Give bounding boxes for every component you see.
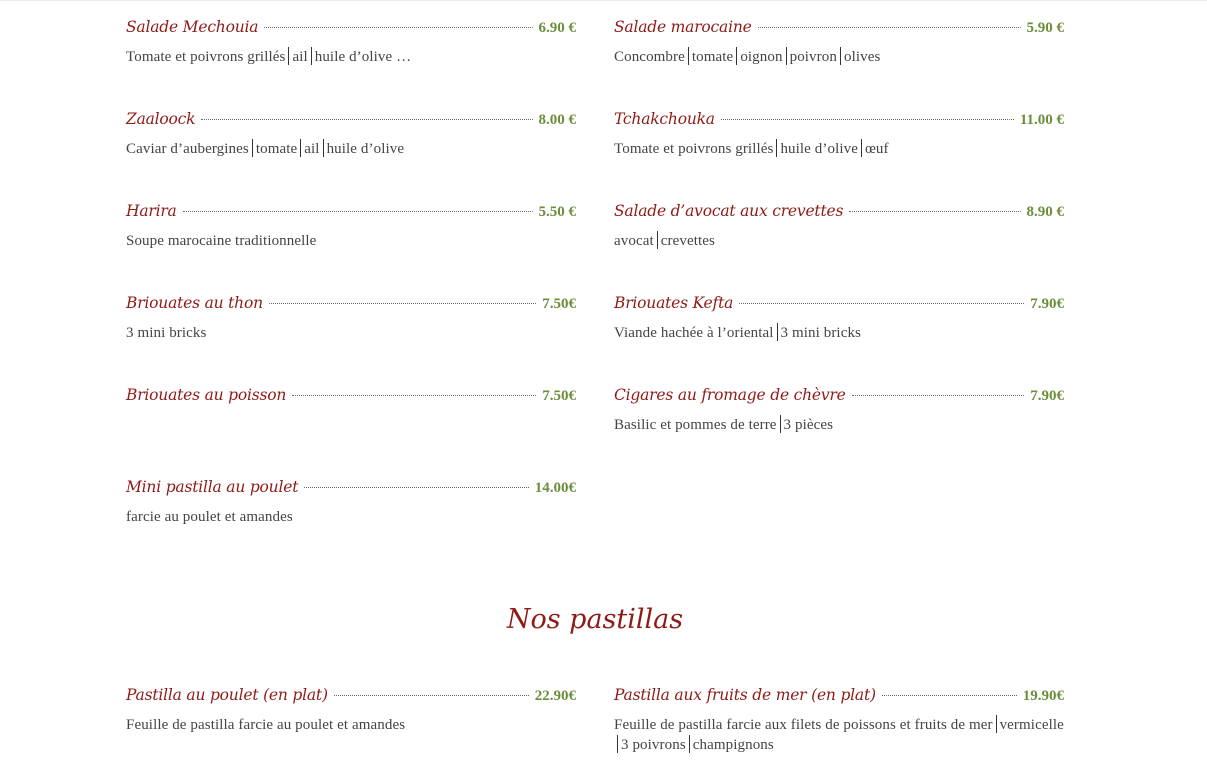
menu-item-header bbox=[126, 110, 576, 134]
menu-item-description bbox=[126, 507, 576, 527]
menu-column-right bbox=[614, 18, 1064, 478]
menu-item-name: Cigares au fromage de chèvre bbox=[614, 386, 846, 404]
menu-item bbox=[126, 686, 576, 778]
description-part: Tomate et poivrons grillés bbox=[614, 141, 774, 157]
description-part: champignons bbox=[692, 737, 774, 753]
separator-bar bbox=[776, 139, 777, 157]
description-part: Feuille de pastilla farcie au poulet et amandes bbox=[126, 717, 406, 733]
dotted-leader bbox=[849, 211, 1020, 212]
menu-item-price: 5.90 € bbox=[1026, 20, 1064, 36]
menu-item-name: Briouates Kefta bbox=[614, 294, 734, 312]
menu-item-header bbox=[126, 686, 576, 710]
menu-item-description bbox=[614, 323, 1064, 343]
dotted-leader bbox=[758, 27, 1021, 28]
menu-item bbox=[126, 18, 576, 110]
description-part: ail bbox=[304, 141, 320, 157]
menu-item-name: Salade Mechouia bbox=[126, 18, 259, 36]
description-part: vermicelle bbox=[999, 717, 1064, 733]
menu-item bbox=[614, 294, 1064, 386]
dotted-leader bbox=[334, 695, 529, 696]
menu-item bbox=[126, 294, 576, 386]
description-part: oignon bbox=[740, 49, 783, 65]
menu-item bbox=[614, 202, 1064, 294]
menu-item-description bbox=[126, 231, 576, 251]
menu-item bbox=[126, 478, 576, 570]
menu-item-description bbox=[126, 47, 576, 67]
menu-item-price: 14.00€ bbox=[534, 480, 576, 496]
separator-bar bbox=[252, 139, 253, 157]
menu-item-name: Briouates au poisson bbox=[126, 386, 287, 404]
menu-item bbox=[126, 202, 576, 294]
menu-item-price: 8.90 € bbox=[1026, 204, 1064, 220]
separator-bar bbox=[617, 735, 618, 753]
menu-item-description bbox=[614, 47, 1064, 67]
description-part: huile d’olive … bbox=[314, 49, 412, 65]
menu-item-description bbox=[126, 323, 576, 343]
menu-item-name: Pastilla aux fruits de mer (en plat) bbox=[614, 686, 876, 704]
description-part: huile d’olive bbox=[780, 141, 858, 157]
menu-column-left bbox=[126, 18, 576, 570]
separator-bar bbox=[688, 47, 689, 65]
separator-bar bbox=[689, 735, 690, 753]
section-title-pastillas: Nos pastillas bbox=[506, 604, 684, 635]
menu-item-header bbox=[126, 202, 576, 226]
description-part: tomate bbox=[255, 141, 298, 157]
description-part: poivron bbox=[789, 49, 837, 65]
menu-item-price: 8.00 € bbox=[538, 112, 576, 128]
description-part: Feuille de pastilla farcie aux filets de poissons et fruits de mer bbox=[614, 717, 993, 733]
description-part: olives bbox=[843, 49, 881, 65]
pastillas-column-left bbox=[126, 686, 576, 778]
separator-bar bbox=[840, 47, 841, 65]
description-part: 3 pièces bbox=[783, 417, 834, 433]
separator-bar bbox=[323, 139, 324, 157]
description-part: tomate bbox=[691, 49, 734, 65]
separator-bar bbox=[657, 231, 658, 249]
menu-item-name: Briouates au thon bbox=[126, 294, 263, 312]
separator-bar bbox=[780, 415, 781, 433]
top-divider bbox=[0, 0, 1207, 1]
menu-item-header bbox=[614, 18, 1064, 42]
menu-item-price: 6.90 € bbox=[538, 20, 576, 36]
dotted-leader bbox=[304, 487, 529, 488]
dotted-leader bbox=[882, 695, 1017, 696]
menu-item-description bbox=[614, 139, 1064, 159]
separator-bar bbox=[786, 47, 787, 65]
menu-item-description bbox=[614, 415, 1064, 435]
description-part: Basilic et pommes de terre bbox=[614, 417, 777, 433]
description-part: Soupe marocaine traditionnelle bbox=[126, 233, 317, 249]
description-part: avocat bbox=[614, 233, 654, 249]
dotted-leader bbox=[721, 119, 1014, 120]
description-part: Tomate et poivrons grillés bbox=[126, 49, 286, 65]
description-part: ail bbox=[292, 49, 308, 65]
description-part: huile d’olive bbox=[326, 141, 405, 157]
pastillas-column-right bbox=[614, 686, 1064, 778]
menu-item-description bbox=[126, 139, 576, 159]
description-part: 3 poivrons bbox=[621, 737, 686, 753]
dotted-leader bbox=[183, 211, 533, 212]
menu-item bbox=[126, 386, 576, 478]
description-part: farcie au poulet et amandes bbox=[126, 509, 293, 525]
menu-item-name: Salade marocaine bbox=[614, 18, 752, 36]
separator-bar bbox=[288, 47, 289, 65]
dotted-leader bbox=[292, 395, 536, 396]
menu-item-price: 7.90€ bbox=[1030, 296, 1064, 312]
description-part: crevettes bbox=[660, 233, 715, 249]
menu-item-name: Pastilla au poulet (en plat) bbox=[126, 686, 328, 704]
separator-bar bbox=[996, 715, 997, 733]
menu-item bbox=[614, 18, 1064, 110]
description-part: Caviar d’aubergines bbox=[126, 141, 249, 157]
menu-item-price: 19.90€ bbox=[1022, 688, 1064, 704]
description-part: Concombre bbox=[614, 49, 685, 65]
menu-item-price: 11.00 € bbox=[1019, 112, 1064, 128]
menu-item-header bbox=[614, 386, 1064, 410]
menu-item-name: Zaaloock bbox=[126, 110, 196, 128]
menu-item bbox=[614, 386, 1064, 478]
menu-item bbox=[126, 110, 576, 202]
separator-bar bbox=[300, 139, 301, 157]
dotted-leader bbox=[201, 119, 532, 120]
separator-bar bbox=[861, 139, 862, 157]
description-part: Viande hachée à l’oriental bbox=[614, 325, 774, 341]
menu-item-price: 7.50€ bbox=[542, 388, 576, 404]
menu-item-description bbox=[614, 715, 1064, 755]
menu-item-description bbox=[614, 231, 1064, 251]
menu-item-price: 7.50€ bbox=[542, 296, 576, 312]
menu-item-name: Salade d’avocat aux crevettes bbox=[614, 202, 844, 220]
description-part: 3 mini bricks bbox=[126, 325, 207, 341]
menu-item bbox=[614, 686, 1064, 778]
menu-item-name: Harira bbox=[126, 202, 177, 220]
dotted-leader bbox=[852, 395, 1025, 396]
menu-item-name: Mini pastilla au poulet bbox=[126, 478, 299, 496]
menu-item-price: 5.50 € bbox=[538, 204, 576, 220]
menu-item-header bbox=[126, 478, 576, 502]
menu-item-header bbox=[614, 110, 1064, 134]
menu-item-header bbox=[126, 18, 576, 42]
menu-item-name: Tchakchouka bbox=[614, 110, 715, 128]
menu-item-header bbox=[614, 686, 1064, 710]
menu-item bbox=[614, 110, 1064, 202]
menu-item-header bbox=[614, 202, 1064, 226]
dotted-leader bbox=[264, 27, 532, 28]
dotted-leader bbox=[269, 303, 536, 304]
separator-bar bbox=[736, 47, 737, 65]
description-part: 3 mini bricks bbox=[780, 325, 861, 341]
menu-item-price: 22.90€ bbox=[534, 688, 576, 704]
separator-bar bbox=[311, 47, 312, 65]
menu-item-description bbox=[126, 715, 576, 735]
menu-item-price: 7.90€ bbox=[1030, 388, 1064, 404]
description-part: œuf bbox=[864, 141, 889, 157]
menu-item-header bbox=[614, 294, 1064, 318]
menu-item-header bbox=[126, 294, 576, 318]
separator-bar bbox=[777, 323, 778, 341]
dotted-leader bbox=[739, 303, 1024, 304]
menu-item-header bbox=[126, 386, 576, 410]
